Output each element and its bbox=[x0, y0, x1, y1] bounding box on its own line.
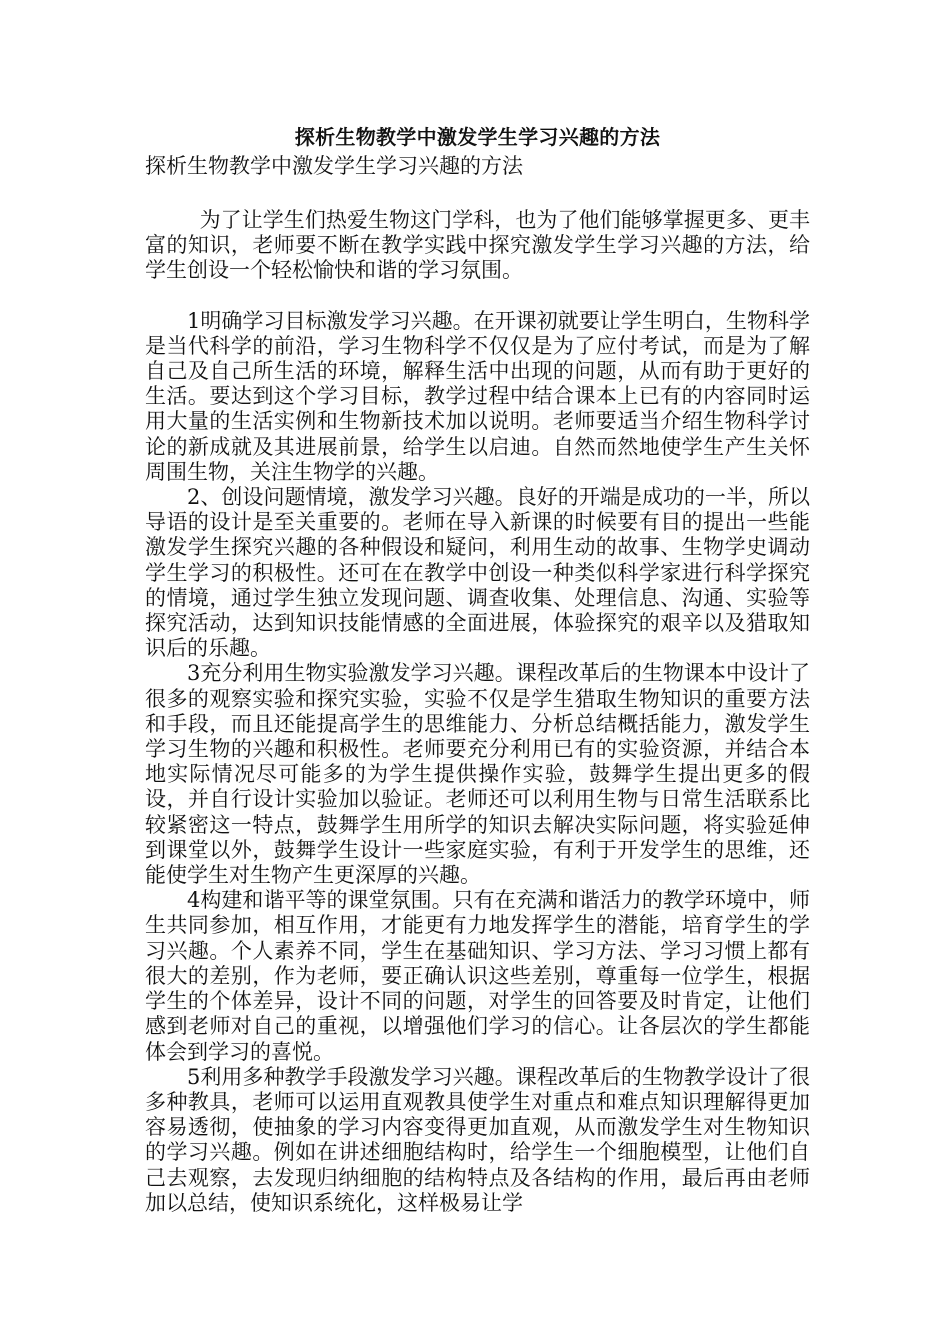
blank-line bbox=[145, 180, 810, 208]
paragraph-1: 1明确学习目标激发学习兴趣。在开课初就要让学生明白，生物科学是当代科学的前沿，学习生物科学不仅仅是为了应付考试，而是为了解自己及自己所生活的环境，解释生活中出现的问题，从而有助于更好的生活。要达到这个学习目标，教学过程中结合课本上已有的内容同时运用大量的生活实例和生物新技术加以说明。老师要适当介绍生物科学讨论的新成就及其进展前景，给学生以启迪。自然而然地使学生产生关怀周围生物，关注生物学的兴趣。 bbox=[145, 308, 810, 484]
document-body bbox=[145, 122, 810, 1216]
blank-line bbox=[145, 284, 810, 309]
paragraph-4: 4构建和谐平等的课堂氛围。只有在充满和谐活力的教学环境中，师生共同参加，相互作用，才能更有力地发挥学生的潜能，培育学生的学习兴趣。个人素养不同，学生在基础知识、学习方法、学习习惯上都有很大的差别，作为老师，要正确认识这些差别，尊重每一位学生，根据学生的个体差异，设计不同的问题，对学生的回答要及时肯定，让他们感到老师对自己的重视，以增强他们学习的信心。让各层次的学生都能体会到学习的喜悦。 bbox=[145, 888, 810, 1064]
paragraph-2: 2、创设问题情境，激发学习兴趣。良好的开端是成功的一半，所以导语的设计是至关重要的。老师在导入新课的时候要有目的提出一些能激发学生探究兴趣的各种假设和疑问，利用生动的故事、生物学史调动学生学习的积极性。还可在在教学中创设一种类似科学家进行科学探究的情境，通过学生独立发现问题、调查收集、处理信息、沟通、实验等探究活动，达到知识技能情感的全面进展，体验探究的艰辛以及猎取知识后的乐趣。 bbox=[145, 485, 810, 661]
paragraph-5: 5利用多种教学手段激发学习兴趣。课程改革后的生物教学设计了很多种教具，老师可以运用直观教具使学生对重点和难点知识理解得更加容易透彻，使抽象的学习内容变得更加直观，从而激发学生对生物知识的学习兴趣。例如在讲述细胞结构时，给学生一个细胞模型，让他们自己去观察，去发现归纳细胞的结构特点及各结构的作用，最后再由老师加以总结，使知识系统化，这样极易让学 bbox=[145, 1064, 810, 1215]
intro-paragraph: 为了让学生们热爱生物这门学科，也为了他们能够掌握更多、更丰富的知识，老师要不断在教学实践中探究激发学生学习兴趣的方法，给学生创设一个轻松愉快和谐的学习氛围。 bbox=[145, 208, 810, 283]
paragraph-3: 3充分利用生物实验激发学习兴趣。课程改革后的生物课本中设计了很多的观察实验和探究实验，实验不仅是学生猎取生物知识的重要方法和手段，而且还能提高学生的思维能力、分析总结概括能力，激发学生学习生物的兴趣和积极性。老师要充分利用已有的实验资源，并结合本地实际情况尽可能多的为学生提供操作实验，鼓舞学生提出更多的假设，并自行设计实验加以验证。老师还可以利用生物与日常生活联系比较紧密这一特点，鼓舞学生用所学的知识去解决实际问题，将实验延伸到课堂以外，鼓舞学生设计一些家庭实验，有利于开发学生的思维，还能使学生对生物产生更深厚的兴趣。 bbox=[145, 661, 810, 888]
document-title: 探析生物教学中激发学生学习兴趣的方法 bbox=[294, 125, 661, 149]
document-subtitle: 探析生物教学中激发学生学习兴趣的方法 bbox=[145, 154, 523, 178]
